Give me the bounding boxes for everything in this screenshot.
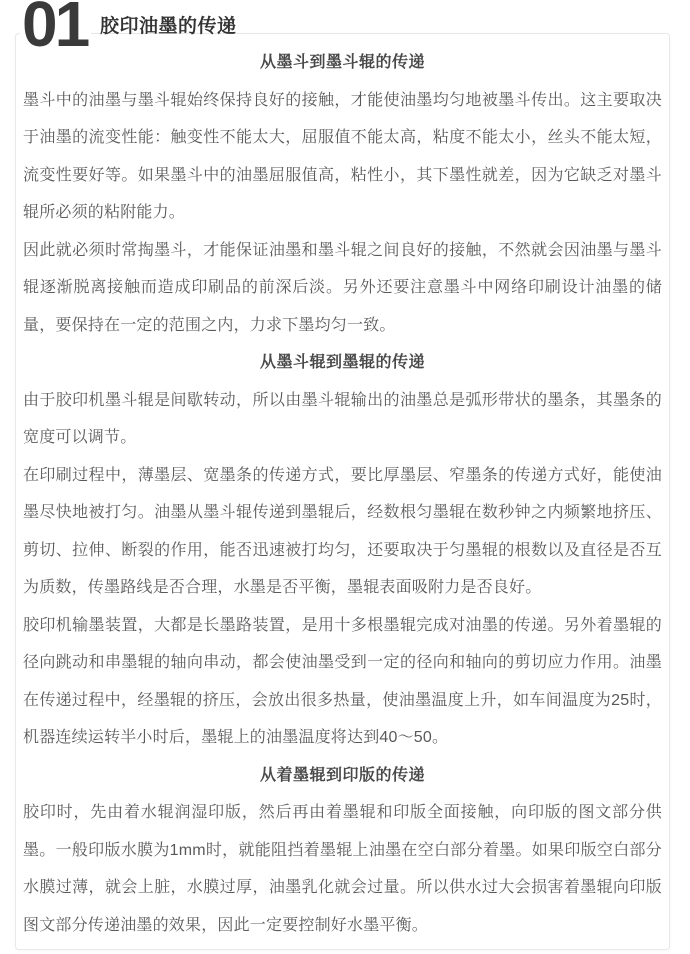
article-paragraph: 胶印时，先由着水辊润湿印版，然后再由着墨辊和印版全面接触，向印版的图文部分供墨。一般印版水膜为1mm时，就能阻挡着墨辊上油墨在空白部分着墨。如果印版空白部分水膜过薄，就会上脏，水膜过厚，油墨乳化就会过量。所以供水过大会损害着墨辊向印版图文部分传递油墨的效果，因此一定要控制好水墨平衡。: [23, 804, 662, 934]
article-paragraph: 在印刷过程中，薄墨层、宽墨条的传递方式，要比厚墨层、窄墨条的传递方式好，能使油墨尽快地被打匀。油墨从墨斗辊传递到墨辊后，经数根匀墨辊在数秒钟之内频繁地挤压、剪切、拉伸、断裂的作用，能否迅速被打均匀，还要取决于匀墨辊的根数以及直径是否互为质数，传墨路线是否合理，水墨是否平衡，墨辊表面吸附力是否良好。: [23, 466, 662, 596]
page-title: 胶印油墨的传递: [100, 16, 237, 37]
section-heading: 从墨斗到墨斗辊的传递: [259, 54, 425, 71]
section-heading: 从着墨辊到印版的传递: [259, 766, 425, 784]
article-card: [15, 33, 670, 950]
article-paragraph: 胶印机输墨装置，大都是长墨路装置，是用十多根墨辊完成对油墨的传递。另外着墨辊的径向跳动和串墨辊的轴向串动，都会使油墨受到一定的径向和轴向的剪切应力作用。油墨在传递过程中，经墨辊的挤压，会放出很多热量，使油墨温度上升，如车间温度为25时，机器连续运转半小时后，墨辊上的油墨温度将达到40～50。: [23, 616, 662, 746]
article-paragraph: 因此就必须时常掏墨斗，才能保证油墨和墨斗辊之间良好的接触，不然就会因油墨与墨斗辊逐渐脱离接触而造成印刷品的前深后淡。另外还要注意墨斗中网络印刷设计油墨的储量，要保持在一定的范围之内，力求下墨均匀一致。: [23, 241, 662, 334]
section-heading: 从墨斗辊到墨辊的传递: [259, 354, 425, 371]
article-body: [23, 44, 662, 944]
article-paragraph: 墨斗中的油墨与墨斗辊始终保持良好的接触，才能使油墨均匀地被墨斗传出。这主要取决于油墨的流变性能：触变性不能太大，屈服值不能太高，粘度不能太小，丝头不能太短，流变性要好等。如果墨斗中的油墨屈服值高，粘性小，其下墨性就差，因为它缺乏对墨斗辊所必须的粘附能力。: [23, 91, 662, 221]
section-index-number: 01: [20, 0, 91, 56]
article-paragraph: 由于胶印机墨斗辊是间歇转动，所以由墨斗辊输出的油墨总是弧形带状的墨条，其墨条的宽度可以调节。: [23, 391, 662, 446]
